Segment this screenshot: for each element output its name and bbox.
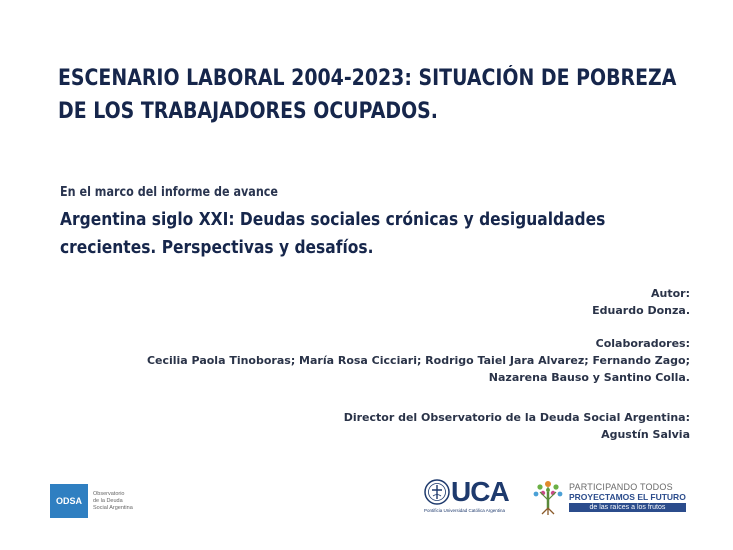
uca-name: UCA [451,476,509,507]
odsa-logo [50,484,133,518]
odsa-logo-text [93,491,133,512]
odsa-logo-box: ODSA [50,484,88,518]
subtitle-line-2: crecientes. Perspectivas y desafíos. [60,237,374,258]
author-name: Eduardo Donza. [592,304,690,317]
credits-block [70,285,690,459]
uca-subtitle: Pontificia Universidad Católica Argentina [424,508,506,513]
author-label: Autor: [651,287,690,300]
participando-line-3: de las raíces a los frutos [569,503,686,512]
title-line-1: ESCENARIO LABORAL 2004-2023: SITUACIÓN DE POBREZA [58,66,677,91]
page-title [58,62,698,128]
uca-seal-icon [424,479,450,505]
director-block [70,409,690,443]
odsa-line-2: de la Deuda [93,497,123,504]
odsa-line-3: Social Argentina [93,504,133,511]
participando-line-2: PROYECTAMOS EL FUTURO [569,492,686,502]
collaborators-block [70,335,690,386]
collaborators-line-2: Nazarena Bauso y Santino Colla. [488,371,690,384]
participando-text [569,482,686,512]
director-label: Director del Observatorio de la Deuda Social Argentina: [343,411,690,424]
report-subtitle [60,206,610,262]
collaborators-line-1: Cecilia Paola Tinoboras; María Rosa Cicciari; Rodrigo Taiel Jara Alvarez; Fernando Zago; [146,354,690,367]
author-block [70,285,690,319]
participando-logo [530,478,686,516]
uca-logo [424,478,509,513]
subtitle-line-1: Argentina siglo XXI: Deudas sociales crónicas y desigualdades [60,209,606,230]
intro-text: En el marco del informe de avance [60,185,279,200]
director-name: Agustín Salvia [601,428,690,441]
collaborators-label: Colaboradores: [595,337,690,350]
title-line-2: DE LOS TRABAJADORES OCUPADOS. [58,99,438,124]
participando-line-1: PARTICIPANDO TODOS [569,482,673,492]
odsa-line-1: Observatorio [93,490,125,497]
tree-icon [530,478,566,516]
